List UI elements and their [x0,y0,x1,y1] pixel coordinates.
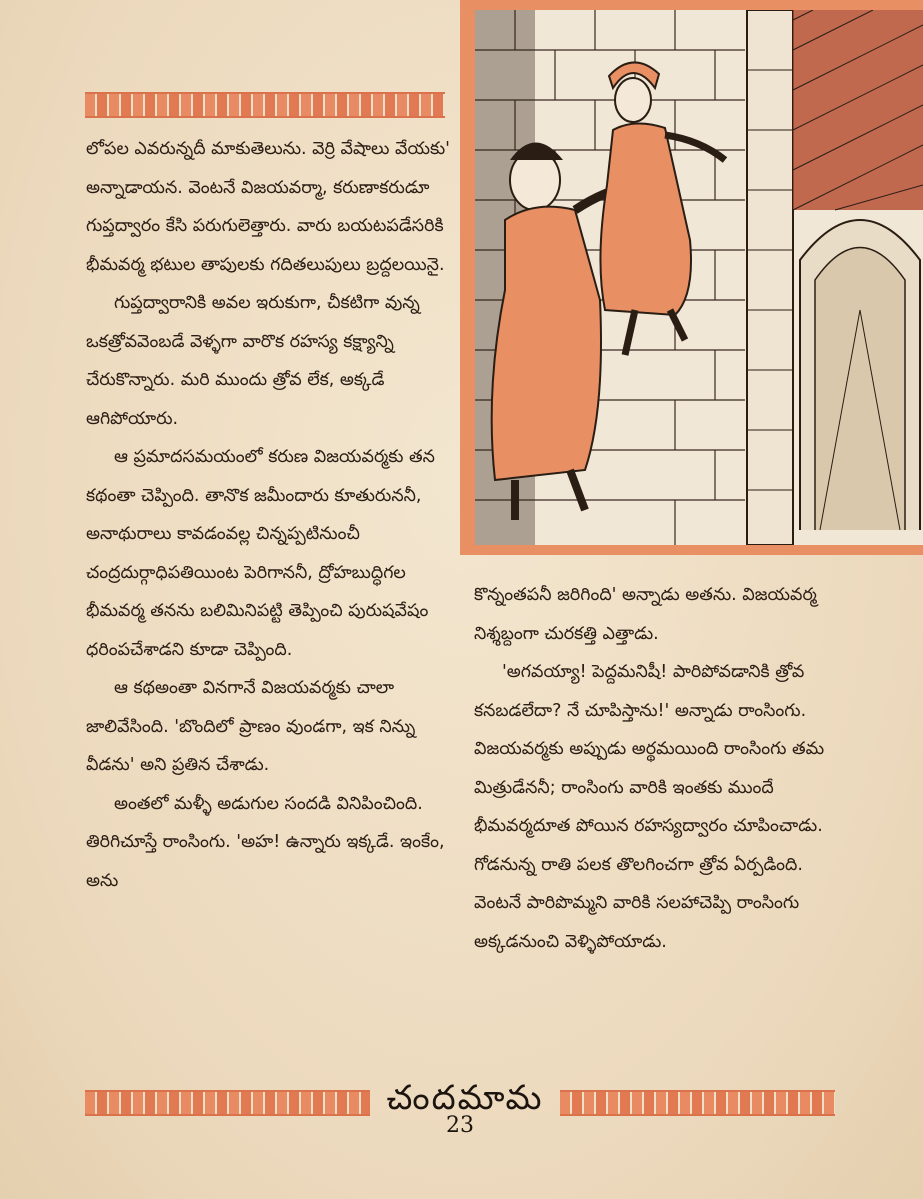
paragraph: లోపల ఎవరున్నదీ మాకుతెలును. వెర్రి వేషాలు వేయకు' అన్నాడాయన. వెంటనే విజయవర్మా, కరుణాకరుడూ గుప్తద్వారం కేసి పరుగులెత్తారు. వారు బయటపడేసరికి భీమవర్మ భటుల తాపులకు గదితలుపులు బ్రద్దలయినై. [86,139,450,275]
story-illustration [460,0,923,555]
paragraph: గుప్తద్వారానికి అవల ఇరుకుగా, చీకటిగా వున్న ఒకత్రోవవెంబడే వెళ్ళగా వారొక రహస్య కక్ష్యాన్ని చేరుకొన్నారు. మరి ముందు త్రోవ లేక, అక్కడే ఆగిపోయారు. [86,293,420,429]
paragraph: ఆ ప్రమాదసమయంలో కరుణ విజయవర్మకు తన కథంతా చెప్పింది. తానొక జమీందారు కూతురుననీ, అనాథురాలు కావడంవల్ల చిన్నప్పటినుంచీ చంద్రదుర్గాధిపతియింట పెరిగాననీ, ద్రోహబుద్ధిగల భీమవర్మ తనను బలిమినిపట్టి తెప్పించి పురుషవేషం ధరింపచేశాడని కూడా చెప్పింది. [86,447,435,660]
staircase-illustration-icon [475,10,923,545]
decorative-border-bottom-left [85,1090,370,1116]
paragraph: ఆ కథఅంతా వినగానే విజయవర్మకు చాలా జాలివేసింది. 'బొందిలో ప్రాణం వుండగా, ఇక నిన్ను వీడను' అని ప్రతిన చేశాడు. [86,678,416,775]
decorative-border-bottom-right [560,1090,835,1116]
paragraph: కొన్నంతపనీ జరిగింది' అన్నాడు అతను. విజయవర్మ నిశ్శబ్దంగా చురకత్తి ఎత్తాడు. [474,585,817,644]
paragraph: 'అగవయ్యా! పెద్దమనిషీ! పారిపోవడానికి త్రోవ కనబడలేదా? నే చూపిస్తాను!' అన్నాడు రాంసింగు. విజయవర్మకు అప్పుడు అర్థమయింది రాంసింగు తమ మిత్రుడేననీ; రాంసింగు వారికి ఇంతకు ముందే భీమవర్మదూత పోయిన రహస్యద్వారం చూపించాడు. గోడనున్న రాతి పలక తొలగించగా త్రోవ ఏర్పడింది. వెంటనే పారిపొమ్మని వారికి సలహాచెప్పి రాంసింగు అక్కడనుంచి వెళ్ళిపోయాడు. [474,662,825,952]
decorative-border-top [85,92,445,118]
magazine-title: చందమామ [386,1078,544,1118]
text-column-right [474,576,844,961]
text-column-left [86,130,450,900]
page-number: 23 [446,1113,474,1138]
paragraph: అంతలో మళ్ళీ అడుగుల సందడి వినిపించింది. తిరిగిచూస్తే రాంసింగు. 'అహ! ఉన్నారు ఇక్కడే. ఇంకేం, అను [86,793,445,891]
